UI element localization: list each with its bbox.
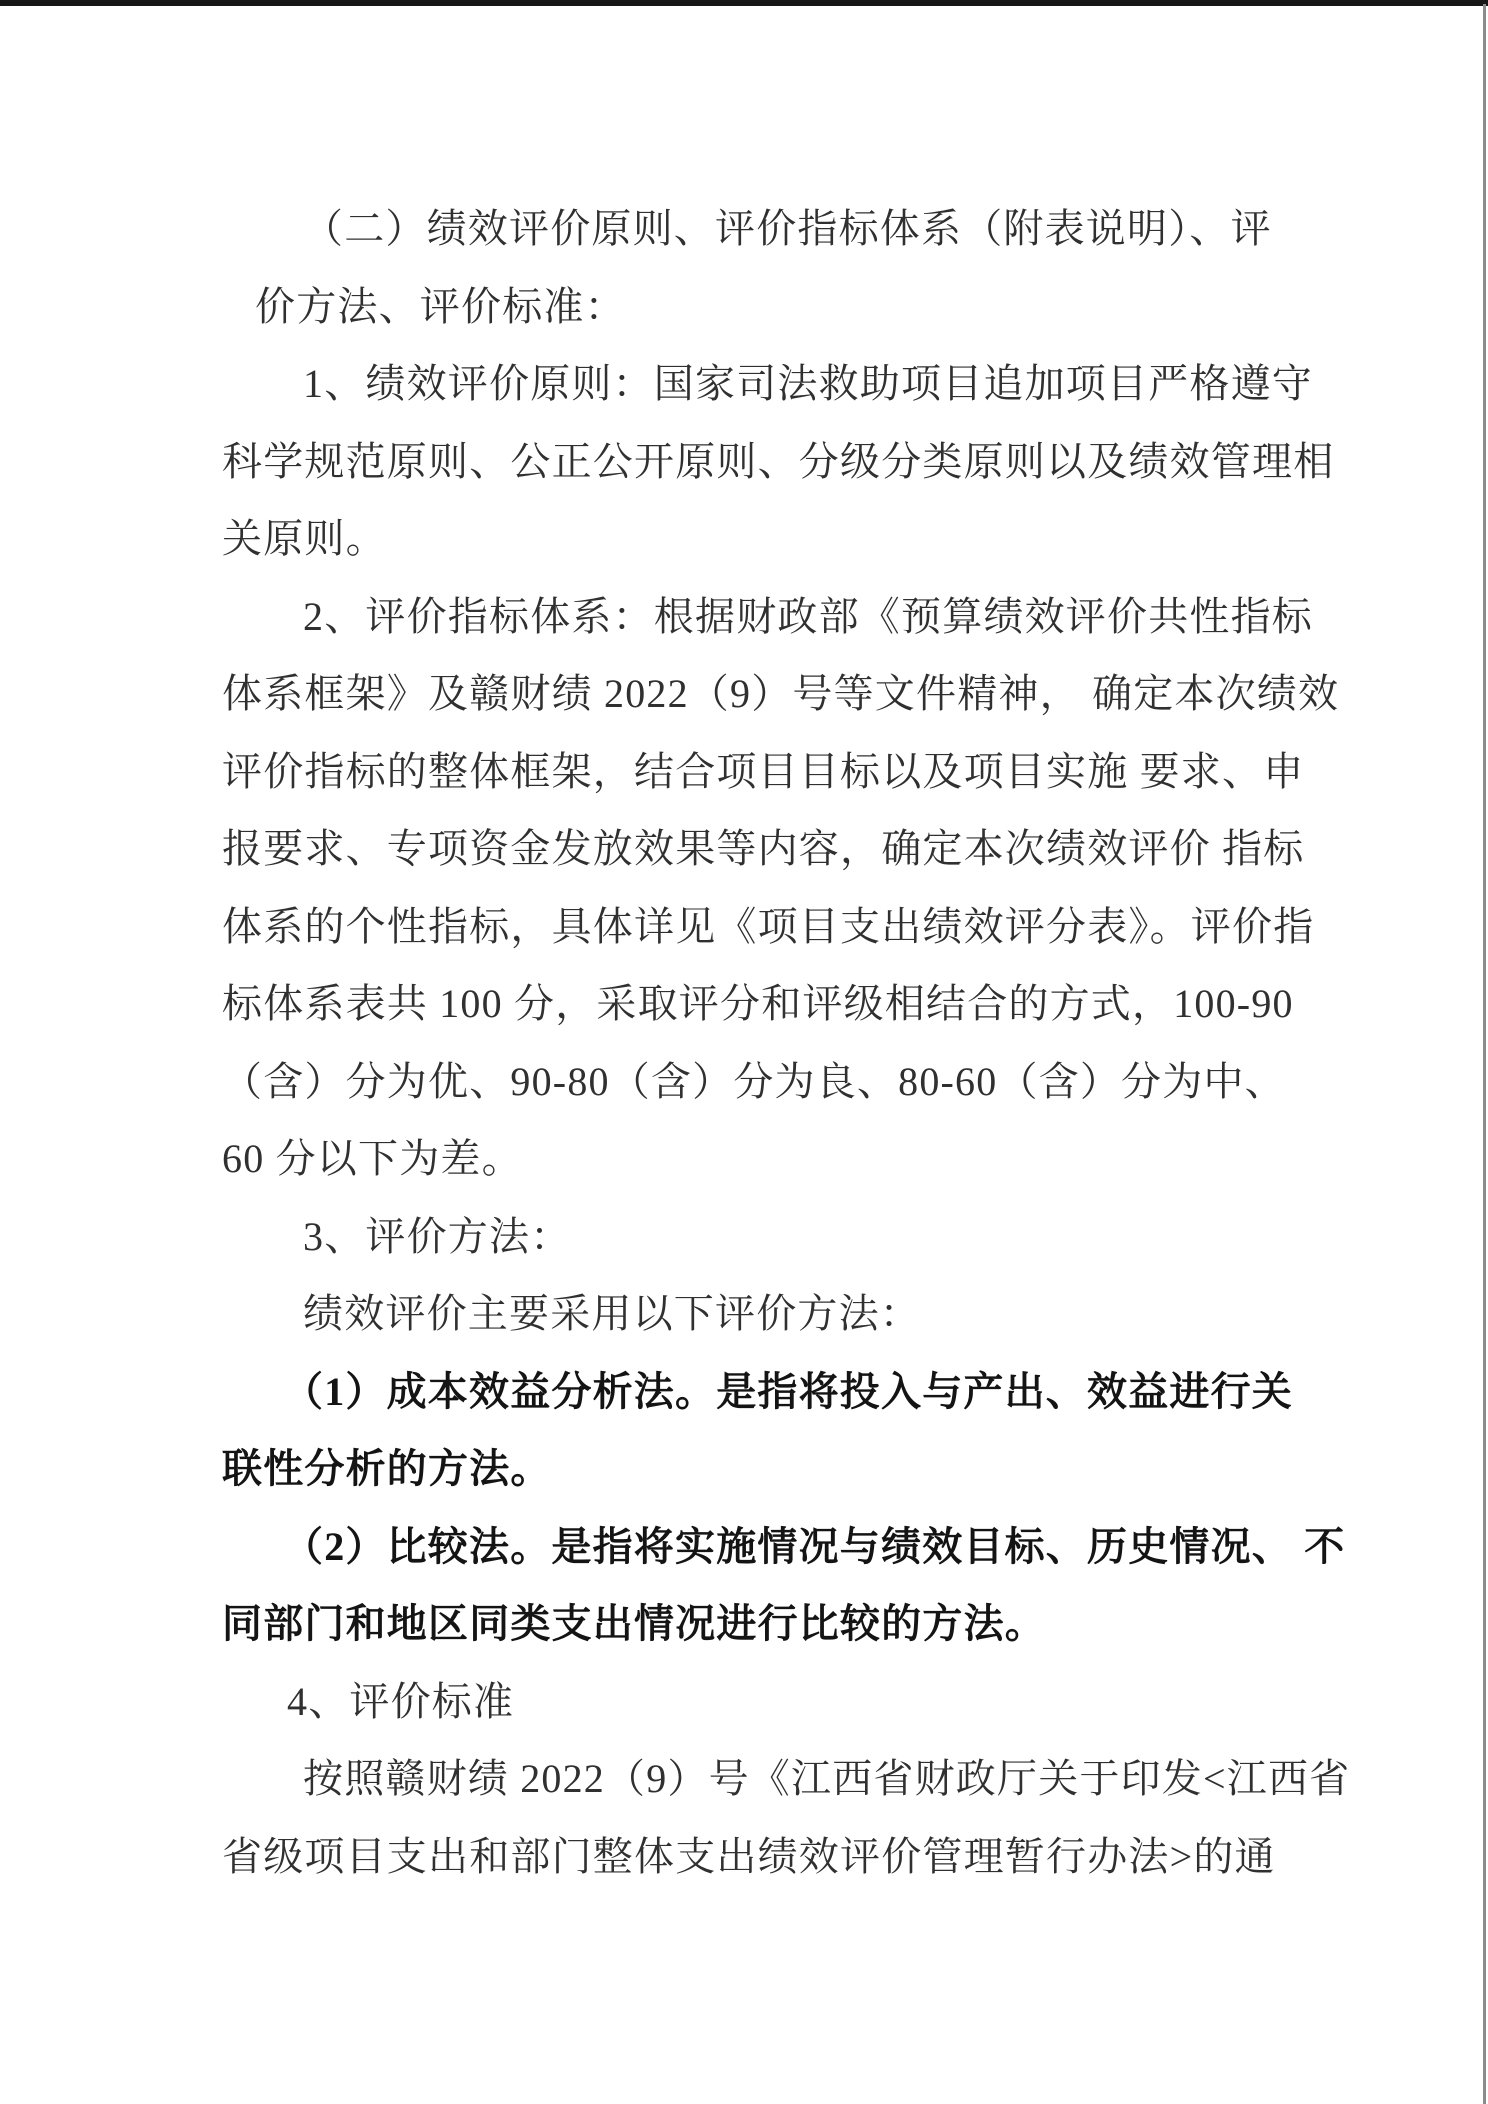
document-line: 同部门和地区同类支出情况进行比较的方法。 bbox=[222, 1601, 1046, 1646]
scan-top-edge bbox=[0, 0, 1488, 6]
document-line: （含）分为优、90-80（含）分为良、80-60（含）分为中、 bbox=[222, 1058, 1286, 1104]
document-line: 联性分析的方法。 bbox=[222, 1446, 552, 1491]
document-line: 关原则。 bbox=[222, 516, 387, 561]
document-line: 60 分以下为差。 bbox=[222, 1136, 523, 1181]
document-line: 科学规范原则、公正公开原则、分级分类原则以及绩效管理相 bbox=[222, 438, 1335, 484]
document-line: 标体系表共 100 分，采取评分和评级相结合的方式，100-90 bbox=[222, 981, 1294, 1026]
document-line: 绩效评价主要采用以下评价方法： bbox=[303, 1291, 921, 1336]
document-line: 省级项目支出和部门整体支出绩效评价管理暂行办法>的通 bbox=[222, 1833, 1276, 1879]
section-heading-line: （二）绩效评价原则、评价指标体系（附表说明）、评 bbox=[303, 206, 1272, 251]
document-line: 报要求、专项资金发放效果等内容，确定本次绩效评价 指标 bbox=[222, 826, 1305, 871]
document-line: （2）比较法。是指将实施情况与绩效目标、历史情况、 不 bbox=[283, 1523, 1346, 1569]
document-line: 体系框架》及赣财绩 2022（9）号等文件精神， 确定本次绩效 bbox=[222, 671, 1340, 716]
document-line: 2、评价指标体系：根据财政部《预算绩效评价共性指标 bbox=[303, 593, 1313, 639]
document-line: 体系的个性指标，具体详见《项目支出绩效评分表》。评价指 bbox=[222, 903, 1315, 949]
document-line: 3、评价方法： bbox=[303, 1213, 572, 1259]
document-line: 1、绩效评价原则：国家司法救助项目追加项目严格遵守 bbox=[303, 361, 1313, 406]
section-heading-line: 价方法、评价标准： bbox=[255, 283, 626, 329]
document-line: 评价指标的整体框架，结合项目目标以及项目实施 要求、申 bbox=[222, 748, 1305, 794]
document-line: （1）成本效益分析法。是指将投入与产出、效益进行关 bbox=[283, 1368, 1293, 1414]
page-right-border bbox=[1483, 4, 1486, 2104]
document-text bbox=[222, 190, 1372, 1895]
document-line: 4、评价标准 bbox=[287, 1678, 515, 1724]
document-line: 按照赣财绩 2022（9）号《江西省财政厅关于印发<江西省 bbox=[303, 1756, 1351, 1801]
